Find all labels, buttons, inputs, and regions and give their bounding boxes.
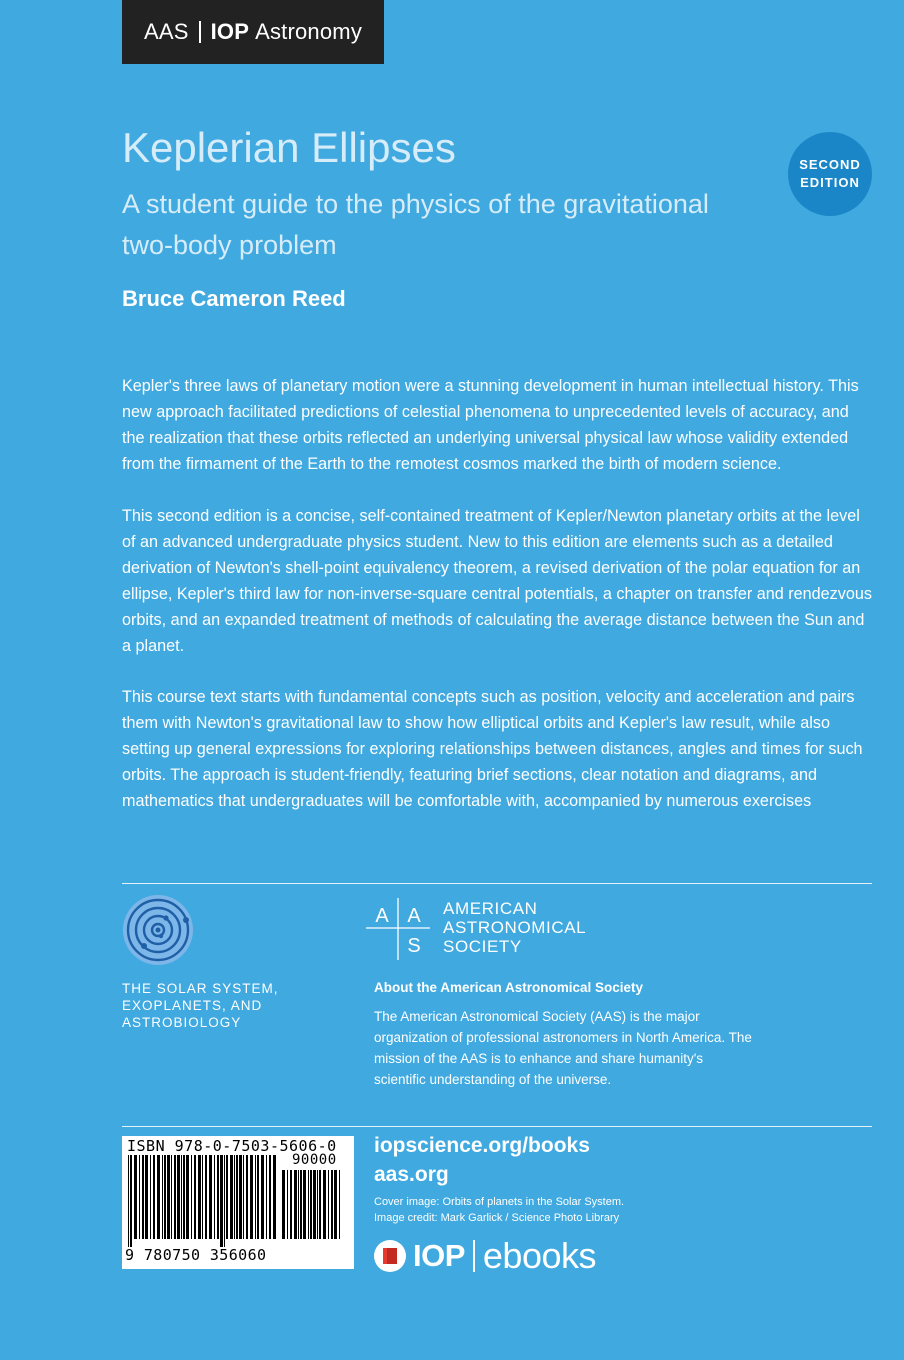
barcode-bar	[194, 1155, 196, 1239]
barcode-bar	[266, 1155, 267, 1239]
barcode-bar	[174, 1155, 176, 1239]
book-subtitle: A student guide to the physics of the gravitational two-body problem	[122, 189, 709, 260]
barcode-bar	[224, 1155, 225, 1247]
barcode-bar	[145, 1155, 148, 1239]
barcode-bar	[339, 1170, 340, 1239]
description-paragraph-3: This course text starts with fundamental concepts such as position, velocity and acceleration and pairs them with Newton's gravitational law to show how elliptical orbits and Kepler's law result, while also setting up general expressions for exploring relationships between distances, angles and times for such orbits. The approach is student-friendly, featuring brief sections, clear notation and diagrams, and mathematics that undergraduates will be comfortable with, accompanied by numerous exercises	[122, 688, 863, 810]
ean-digits: 9 780750 356060	[125, 1246, 267, 1264]
logo-divider	[473, 1240, 475, 1272]
barcode-bar	[226, 1155, 228, 1239]
barcode-bar	[317, 1170, 318, 1239]
barcode-bar	[191, 1155, 192, 1239]
isbn-number: ISBN 978-0-7503-5606-0	[127, 1137, 337, 1155]
barcode-bar	[130, 1155, 132, 1247]
section-divider	[122, 883, 872, 884]
barcode-bar	[294, 1170, 297, 1239]
barcode-bar	[239, 1155, 242, 1239]
aas-name	[443, 899, 586, 956]
iop-ebooks-logo	[374, 1236, 596, 1276]
iop-wordmark: IOP	[210, 19, 250, 44]
barcode-bar	[128, 1155, 129, 1247]
about-aas-text: The American Astronomical Society (AAS) is the major organization of professional astronomers in North America. The mission of the AAS is to enhance and share humanity's scientific understanding of the universe.	[374, 1009, 752, 1087]
barcode-bar	[290, 1170, 292, 1239]
aas-logo-letter-a1: A	[375, 905, 389, 927]
barcode-bar	[142, 1155, 144, 1239]
cover-image-caption: Cover image: Orbits of planets in the Solar System.	[374, 1196, 625, 1208]
barcode-bar	[250, 1155, 253, 1239]
barcode-bar	[331, 1170, 333, 1239]
publisher-header-bar	[122, 0, 384, 64]
edition-badge-line1: SECOND	[799, 157, 861, 172]
barcode-bar	[323, 1170, 326, 1239]
aas-logo-icon	[366, 898, 430, 960]
barcode-bar	[157, 1155, 160, 1239]
description-paragraph-1: Kepler's three laws of planetary motion were a stunning development in human intellectual history. This new approach facilitated predictions of celestial phenomena to unprecedented levels of accuracy, and the realization that these orbits reflected an underlying universal physical law whose validity extended from the firmament of the Earth to the remotest cosmos marked the birth of modern science.	[122, 377, 859, 473]
series-name-line2: EXOPLANETS, AND	[122, 998, 263, 1013]
barcode-bar	[230, 1155, 233, 1239]
barcode-bar	[300, 1170, 302, 1239]
barcode-bar	[209, 1155, 212, 1239]
addon-barcode-bars	[282, 1170, 344, 1247]
barcode-bar	[198, 1155, 201, 1239]
series-name-line3: ASTROBIOLOGY	[122, 1015, 242, 1030]
barcode-bar	[162, 1155, 163, 1239]
aas-name-line1: AMERICAN	[443, 899, 538, 918]
barcode-bar	[287, 1170, 288, 1239]
barcode-bar	[313, 1170, 316, 1239]
aas-name-line3: SOCIETY	[443, 937, 522, 956]
image-credit: Image credit: Mark Garlick / Science Photo Library	[374, 1212, 620, 1224]
series-name-line1: THE SOLAR SYSTEM,	[122, 981, 279, 996]
barcode-bar	[164, 1155, 166, 1239]
barcode-bar	[310, 1170, 312, 1239]
aas-logo-letter-a2: A	[407, 905, 421, 927]
barcode-bar	[334, 1170, 337, 1239]
barcode-bar	[257, 1155, 259, 1239]
barcode-bar	[202, 1155, 203, 1239]
barcode-bar	[273, 1155, 276, 1239]
barcode-bar	[328, 1170, 329, 1239]
iop-book-icon	[374, 1240, 406, 1272]
aas-link[interactable]: aas.org	[374, 1163, 449, 1186]
iop-logo-text: IOP	[413, 1238, 465, 1273]
ebooks-logo-text: ebooks	[482, 1235, 596, 1276]
barcode-bar	[183, 1155, 185, 1239]
header-divider	[199, 21, 201, 43]
barcode-bar	[308, 1170, 309, 1239]
barcode-bar	[171, 1155, 172, 1239]
barcode-bar	[181, 1155, 182, 1239]
barcode-bar	[255, 1155, 256, 1239]
book-author: Bruce Cameron Reed	[122, 286, 346, 311]
ean-barcode-bars	[128, 1155, 276, 1247]
footer-divider	[122, 1126, 872, 1127]
barcode-bar	[186, 1155, 189, 1239]
barcode-bar	[220, 1155, 223, 1247]
barcode-bar	[153, 1155, 155, 1239]
edition-badge-line2: EDITION	[800, 175, 860, 190]
astronomy-wordmark: Astronomy	[255, 19, 363, 44]
solar-system-orbit-icon	[122, 894, 194, 966]
barcode-bar	[303, 1170, 306, 1239]
barcode-bar	[177, 1155, 180, 1239]
isbn-barcode	[122, 1136, 354, 1269]
edition-badge	[788, 132, 872, 216]
barcode-bar	[319, 1170, 321, 1239]
barcode-bar	[214, 1155, 215, 1239]
barcode-bar	[205, 1155, 207, 1239]
barcode-bar	[261, 1155, 264, 1239]
barcode-bar	[139, 1155, 140, 1239]
barcode-bar	[282, 1170, 285, 1239]
about-aas-heading: About the American Astronomical Society	[374, 980, 644, 995]
barcode-bar	[298, 1170, 299, 1239]
aas-name-line2: ASTRONOMICAL	[443, 918, 587, 937]
barcode-bar	[234, 1155, 235, 1239]
barcode-bar	[269, 1155, 271, 1239]
series-name	[122, 980, 322, 1031]
aas-wordmark: AAS	[143, 19, 189, 44]
iopscience-link[interactable]: iopscience.org/books	[374, 1134, 590, 1157]
barcode-bar	[243, 1155, 244, 1239]
barcode-bar	[150, 1155, 151, 1239]
barcode-bar	[134, 1155, 137, 1239]
barcode-bar	[236, 1155, 238, 1239]
barcode-bar	[217, 1155, 219, 1239]
barcode-bar	[246, 1155, 248, 1239]
book-title: Keplerian Ellipses	[122, 124, 456, 171]
price-code: 90000	[292, 1152, 337, 1168]
aas-logo-letter-s: S	[407, 935, 421, 957]
description-paragraph-2: This second edition is a concise, self-contained treatment of Kepler/Newton planetary orbits at the level of an advanced undergraduate physics student. New to this edition are elements such as a detailed derivation of Newton's shell-point equivalency theorem, a revised derivation of the polar equation for an ellipse, Kepler's third law for non-inverse-square central potentials, a chapter on transfer and rendezvous orbits, and an expanded treatment of methods of calculating the average distance between the Sun and a planet.	[122, 507, 872, 655]
cover-credits	[374, 1194, 624, 1226]
barcode-bar	[167, 1155, 170, 1239]
